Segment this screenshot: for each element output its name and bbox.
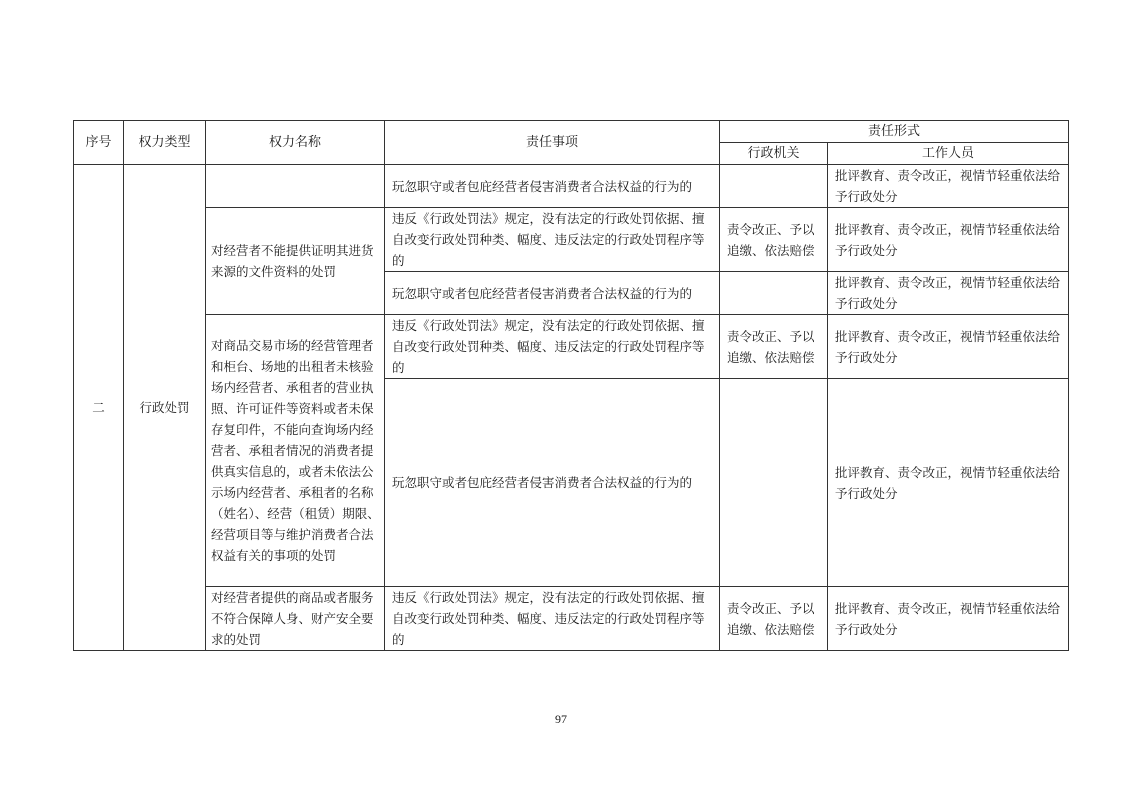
responsibility-item-cell: 违反《行政处罚法》规定，没有法定的行政处罚依据、擅自改变行政处罚种类、幅度、违反法定的行政处罚程序等的 — [385, 587, 720, 651]
page-number: 97 — [555, 712, 567, 726]
power-name-cell: 对商品交易市场的经营管理者和柜台、场地的出租者未核验场内经营者、承租者的营业执照、许可证件等资料或者未保存复印件，不能向查询场内经营者、承租者情况的消费者提供真实信息的，或者未依法公示场内经营者、承租者的名称（姓名）、经营（租赁）期限、经营项目等与维护消费者合法权益有关的事项的处罚 — [206, 315, 385, 587]
header-staff: 工作人员 — [828, 143, 1069, 165]
group-power-type-cell: 行政处罚 — [124, 165, 206, 651]
power-name-cell — [206, 165, 385, 208]
responsibility-item-cell: 违反《行政处罚法》规定，没有法定的行政处罚依据、擅自改变行政处罚种类、幅度、违反法定的行政处罚程序等的 — [385, 208, 720, 272]
responsibility-item-cell: 玩忽职守或者包庇经营者侵害消费者合法权益的行为的 — [385, 272, 720, 315]
table-body — [74, 165, 1069, 651]
staff-cell: 批评教育、责令改正，视情节轻重依法给予行政处分 — [828, 272, 1069, 315]
responsibility-item-cell: 违反《行政处罚法》规定，没有法定的行政处罚依据、擅自改变行政处罚种类、幅度、违反法定的行政处罚程序等的 — [385, 315, 720, 379]
staff-cell: 批评教育、责令改正，视情节轻重依法给予行政处分 — [828, 315, 1069, 379]
table-row — [74, 208, 1069, 272]
table-header — [74, 121, 1069, 165]
admin-agency-cell: 责令改正、予以追缴、依法赔偿 — [720, 315, 828, 379]
table-row — [74, 165, 1069, 208]
staff-cell: 批评教育、责令改正，视情节轻重依法给予行政处分 — [828, 379, 1069, 587]
admin-agency-cell — [720, 379, 828, 587]
header-admin-agency: 行政机关 — [720, 143, 828, 165]
staff-cell: 批评教育、责令改正，视情节轻重依法给予行政处分 — [828, 208, 1069, 272]
header-responsibility-form: 责任形式 — [720, 121, 1069, 143]
power-name-cell: 对经营者提供的商品或者服务不符合保障人身、财产安全要求的处罚 — [206, 587, 385, 651]
responsibility-item-cell: 玩忽职守或者包庇经营者侵害消费者合法权益的行为的 — [385, 165, 720, 208]
group-seq-cell: 二 — [74, 165, 124, 651]
responsibility-item-cell: 玩忽职守或者包庇经营者侵害消费者合法权益的行为的 — [385, 379, 720, 587]
staff-cell: 批评教育、责令改正，视情节轻重依法给予行政处分 — [828, 587, 1069, 651]
header-seq: 序号 — [74, 121, 124, 165]
header-responsibility-items: 责任事项 — [385, 121, 720, 165]
power-name-cell: 对经营者不能提供证明其进货来源的文件资料的处罚 — [206, 208, 385, 315]
responsibility-table — [73, 120, 1069, 651]
staff-cell: 批评教育、责令改正，视情节轻重依法给予行政处分 — [828, 165, 1069, 208]
admin-agency-cell: 责令改正、予以追缴、依法赔偿 — [720, 587, 828, 651]
table-row — [74, 587, 1069, 651]
admin-agency-cell: 责令改正、予以追缴、依法赔偿 — [720, 208, 828, 272]
header-power-type: 权力类型 — [124, 121, 206, 165]
admin-agency-cell — [720, 165, 828, 208]
table-row — [74, 315, 1069, 379]
header-power-name: 权力名称 — [206, 121, 385, 165]
admin-agency-cell — [720, 272, 828, 315]
